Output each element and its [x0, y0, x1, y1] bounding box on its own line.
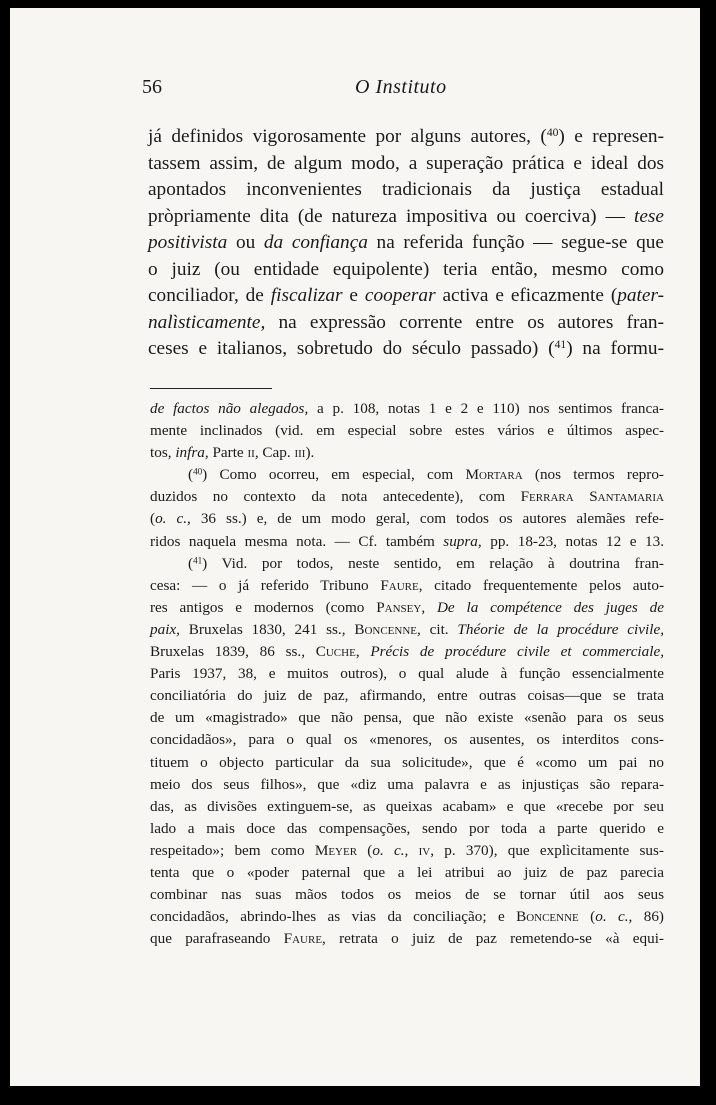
note-line: (o. c., 36 ss.) e, de um modo geral, com todos os autores alemães refe- — [150, 510, 664, 528]
note-line: concidadãos», para o qual os «menores, os ausentes, os interditos cons- — [150, 731, 664, 749]
note-line: que parafraseando Faure, retrata o juiz de paz remetendo-se «à equi- — [150, 930, 664, 948]
note-line: tos, infra, Parte ii, Cap. iii). — [150, 444, 315, 462]
note-line: meio dos seus filhos», que «diz uma palavra e as injustiças são repara- — [150, 775, 664, 793]
note-line: mente inclinados (vid. em especial sobre estes vários e últimos aspec- — [150, 422, 664, 440]
note-line: conciliatória do juiz de paz, afirmando, entre outras coisas—que se trata — [150, 687, 664, 705]
book-page — [10, 8, 700, 1086]
note-line: combinar nas suas mãos todos os meios de se tornar útil aos seus — [150, 886, 664, 904]
note-line: duzidos no contexto da nota antecedente), com Ferrara Santamaria — [150, 488, 664, 506]
note-line: res antigos e modernos (como Pansey, De la compétence des juges de — [150, 598, 664, 616]
footnotes — [150, 398, 664, 950]
note-line: tituem o objecto particular da sua solicitude», que é «como um pai no — [150, 753, 664, 771]
main-line: ceses e italianos, sobretudo do século passado) ($^{41}$) na formu- — [148, 338, 664, 359]
note-line: ridos naquela mesma nota. — Cf. também supra, pp. 18-23, notas 12 e 13. — [150, 532, 665, 550]
note-line: concidadãos, abrindo-lhes as vias da conciliação; e Boncenne (o. c., 86) — [150, 908, 664, 926]
page-number: 56 — [142, 76, 162, 98]
main-text — [148, 124, 664, 363]
running-title: O Instituto — [355, 76, 447, 98]
main-line: nalìsticamente, na expressão corrente entre os autores fran- — [148, 311, 664, 333]
page-header — [10, 76, 700, 106]
note-line: das, as divisões extinguem-se, as queixas acabam» e que «recebe por seu — [150, 797, 664, 815]
main-line: apontados inconvenientes tradicionais da justiça estadual — [148, 179, 664, 200]
note-line: tenta que o «poder paternal que a lei atribui ao juiz de paz parecia — [150, 863, 664, 881]
note-line: Paris 1937, 38, e muitos outros), o qual alude à função essencialmente — [150, 665, 664, 683]
note-line: cesa: — o já referido Tribuno Faure, citado frequentemente pelos auto- — [150, 576, 665, 594]
note-line: lado a mais doce das compensações, sendo por toda a parte querido e — [150, 819, 664, 837]
footnote-41: ($^{41}$) Vid. por todos, neste sentido, em relação à doutrina fran- — [188, 554, 664, 572]
main-line: positivista ou da confiança na referida função — segue-se que — [148, 232, 664, 253]
main-line: conciliador, de fiscalizar e cooperar activa e eficazmente (pater- — [148, 285, 664, 306]
main-line: já definidos vigorosamente por alguns autores, ($^{40}$) e represen- — [148, 126, 664, 147]
note-line: paix, Bruxelas 1830, 241 ss., Boncenne, cit. Théorie de la procédure civile, — [150, 620, 664, 638]
footnote-40: ($^{40}$) Como ocorreu, em especial, com Mortara (nos termos repro- — [188, 466, 664, 484]
main-line: tassem assim, de algum modo, a superação prática e ideal dos — [148, 152, 664, 174]
note-line: de factos não alegados, a p. 108, notas 1 e 2 e 110) nos sentimos franca- — [150, 400, 664, 417]
note-line: de um «magistrado» que não pensa, que não existe «senão para os seus — [150, 709, 664, 727]
note-line: respeitado»; bem como Meyer (o. c., iv, p. 370), que explìcitamente sus- — [150, 841, 664, 859]
note-line: Bruxelas 1839, 86 ss., Cuche, Précis de procédure civile et commerciale, — [150, 643, 665, 661]
main-line: o juiz (ou entidade equipolente) teria então, mesmo como — [148, 258, 664, 280]
footnote-rule — [150, 388, 272, 389]
main-line: pròpriamente dita (de natureza impositiva ou coerciva) — tese — [148, 205, 664, 227]
